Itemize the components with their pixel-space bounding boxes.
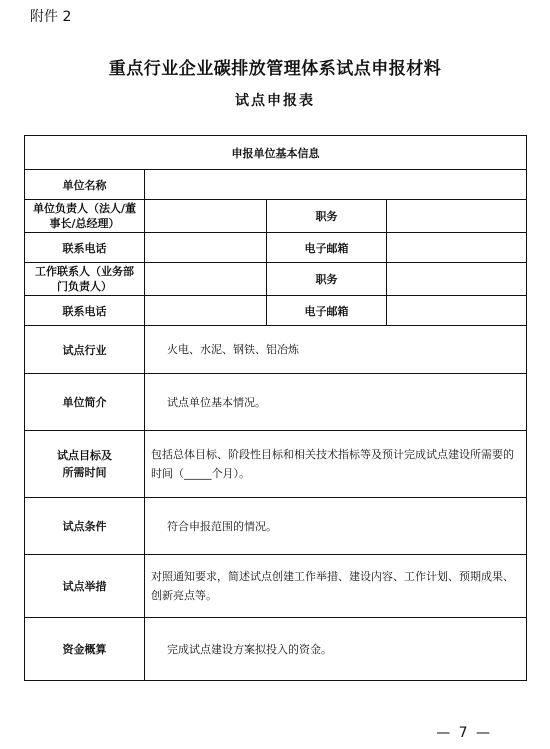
table-row bbox=[25, 555, 527, 618]
email-field[interactable] bbox=[387, 233, 527, 263]
application-form-table bbox=[24, 135, 527, 681]
work-contact-position-field[interactable] bbox=[387, 263, 527, 296]
table-row bbox=[25, 170, 527, 200]
section-label: 单位简介 bbox=[25, 374, 145, 431]
table-header-row bbox=[25, 136, 527, 170]
legal-rep-field[interactable] bbox=[145, 200, 267, 233]
unit-name-field[interactable] bbox=[145, 170, 527, 200]
phone-field[interactable] bbox=[145, 233, 267, 263]
section-content: 符合申报范围的情况。 bbox=[145, 498, 527, 555]
position-label: 职务 bbox=[267, 263, 387, 296]
email-label: 电子邮箱 bbox=[267, 233, 387, 263]
form-subtitle: 试点申报表 bbox=[235, 93, 315, 109]
position-label: 职务 bbox=[267, 200, 387, 233]
section-label: 试点举措 bbox=[25, 555, 145, 618]
document-title: 重点行业企业碳排放管理体系试点申报材料 bbox=[108, 59, 442, 79]
table-row bbox=[25, 296, 527, 326]
legal-rep-label: 单位负责人（法人/董事长/总经理） bbox=[25, 200, 145, 233]
unit-name-label: 单位名称 bbox=[25, 170, 145, 200]
table-row bbox=[25, 326, 527, 374]
table-row bbox=[25, 431, 527, 498]
contact-email-field[interactable] bbox=[387, 296, 527, 326]
section-label: 试点条件 bbox=[25, 498, 145, 555]
table-row bbox=[25, 263, 527, 296]
work-contact-label: 工作联系人（业务部门负责人） bbox=[25, 263, 145, 296]
table-row bbox=[25, 233, 527, 263]
contact-phone-field[interactable] bbox=[145, 296, 267, 326]
phone-label: 联系电话 bbox=[25, 233, 145, 263]
section-content: 完成试点建设方案拟投入的资金。 bbox=[145, 618, 527, 681]
phone-label: 联系电话 bbox=[25, 296, 145, 326]
section-content: 包括总体目标、阶段性目标和相关技术指标等及预计完成试点建设所需要的时间（_____个月）。 bbox=[145, 431, 527, 498]
table-row bbox=[25, 618, 527, 681]
section-header: 申报单位基本信息 bbox=[25, 136, 527, 170]
section-content: 火电、水泥、钢铁、铝冶炼 bbox=[145, 326, 527, 374]
table-row bbox=[25, 200, 527, 233]
page-number: — 7 — bbox=[436, 725, 492, 741]
work-contact-field[interactable] bbox=[145, 263, 267, 296]
legal-rep-position-field[interactable] bbox=[387, 200, 527, 233]
email-label: 电子邮箱 bbox=[267, 296, 387, 326]
section-content: 对照通知要求，简述试点创建工作举措、建设内容、工作计划、预期成果、创新亮点等。 bbox=[145, 555, 527, 618]
section-label: 试点目标及所需时间 bbox=[25, 431, 145, 498]
section-label: 试点行业 bbox=[25, 326, 145, 374]
section-content: 试点单位基本情况。 bbox=[145, 374, 527, 431]
attachment-label: 附件 2 bbox=[30, 9, 72, 25]
section-label: 资金概算 bbox=[25, 618, 145, 681]
table-row bbox=[25, 374, 527, 431]
table-row bbox=[25, 498, 527, 555]
